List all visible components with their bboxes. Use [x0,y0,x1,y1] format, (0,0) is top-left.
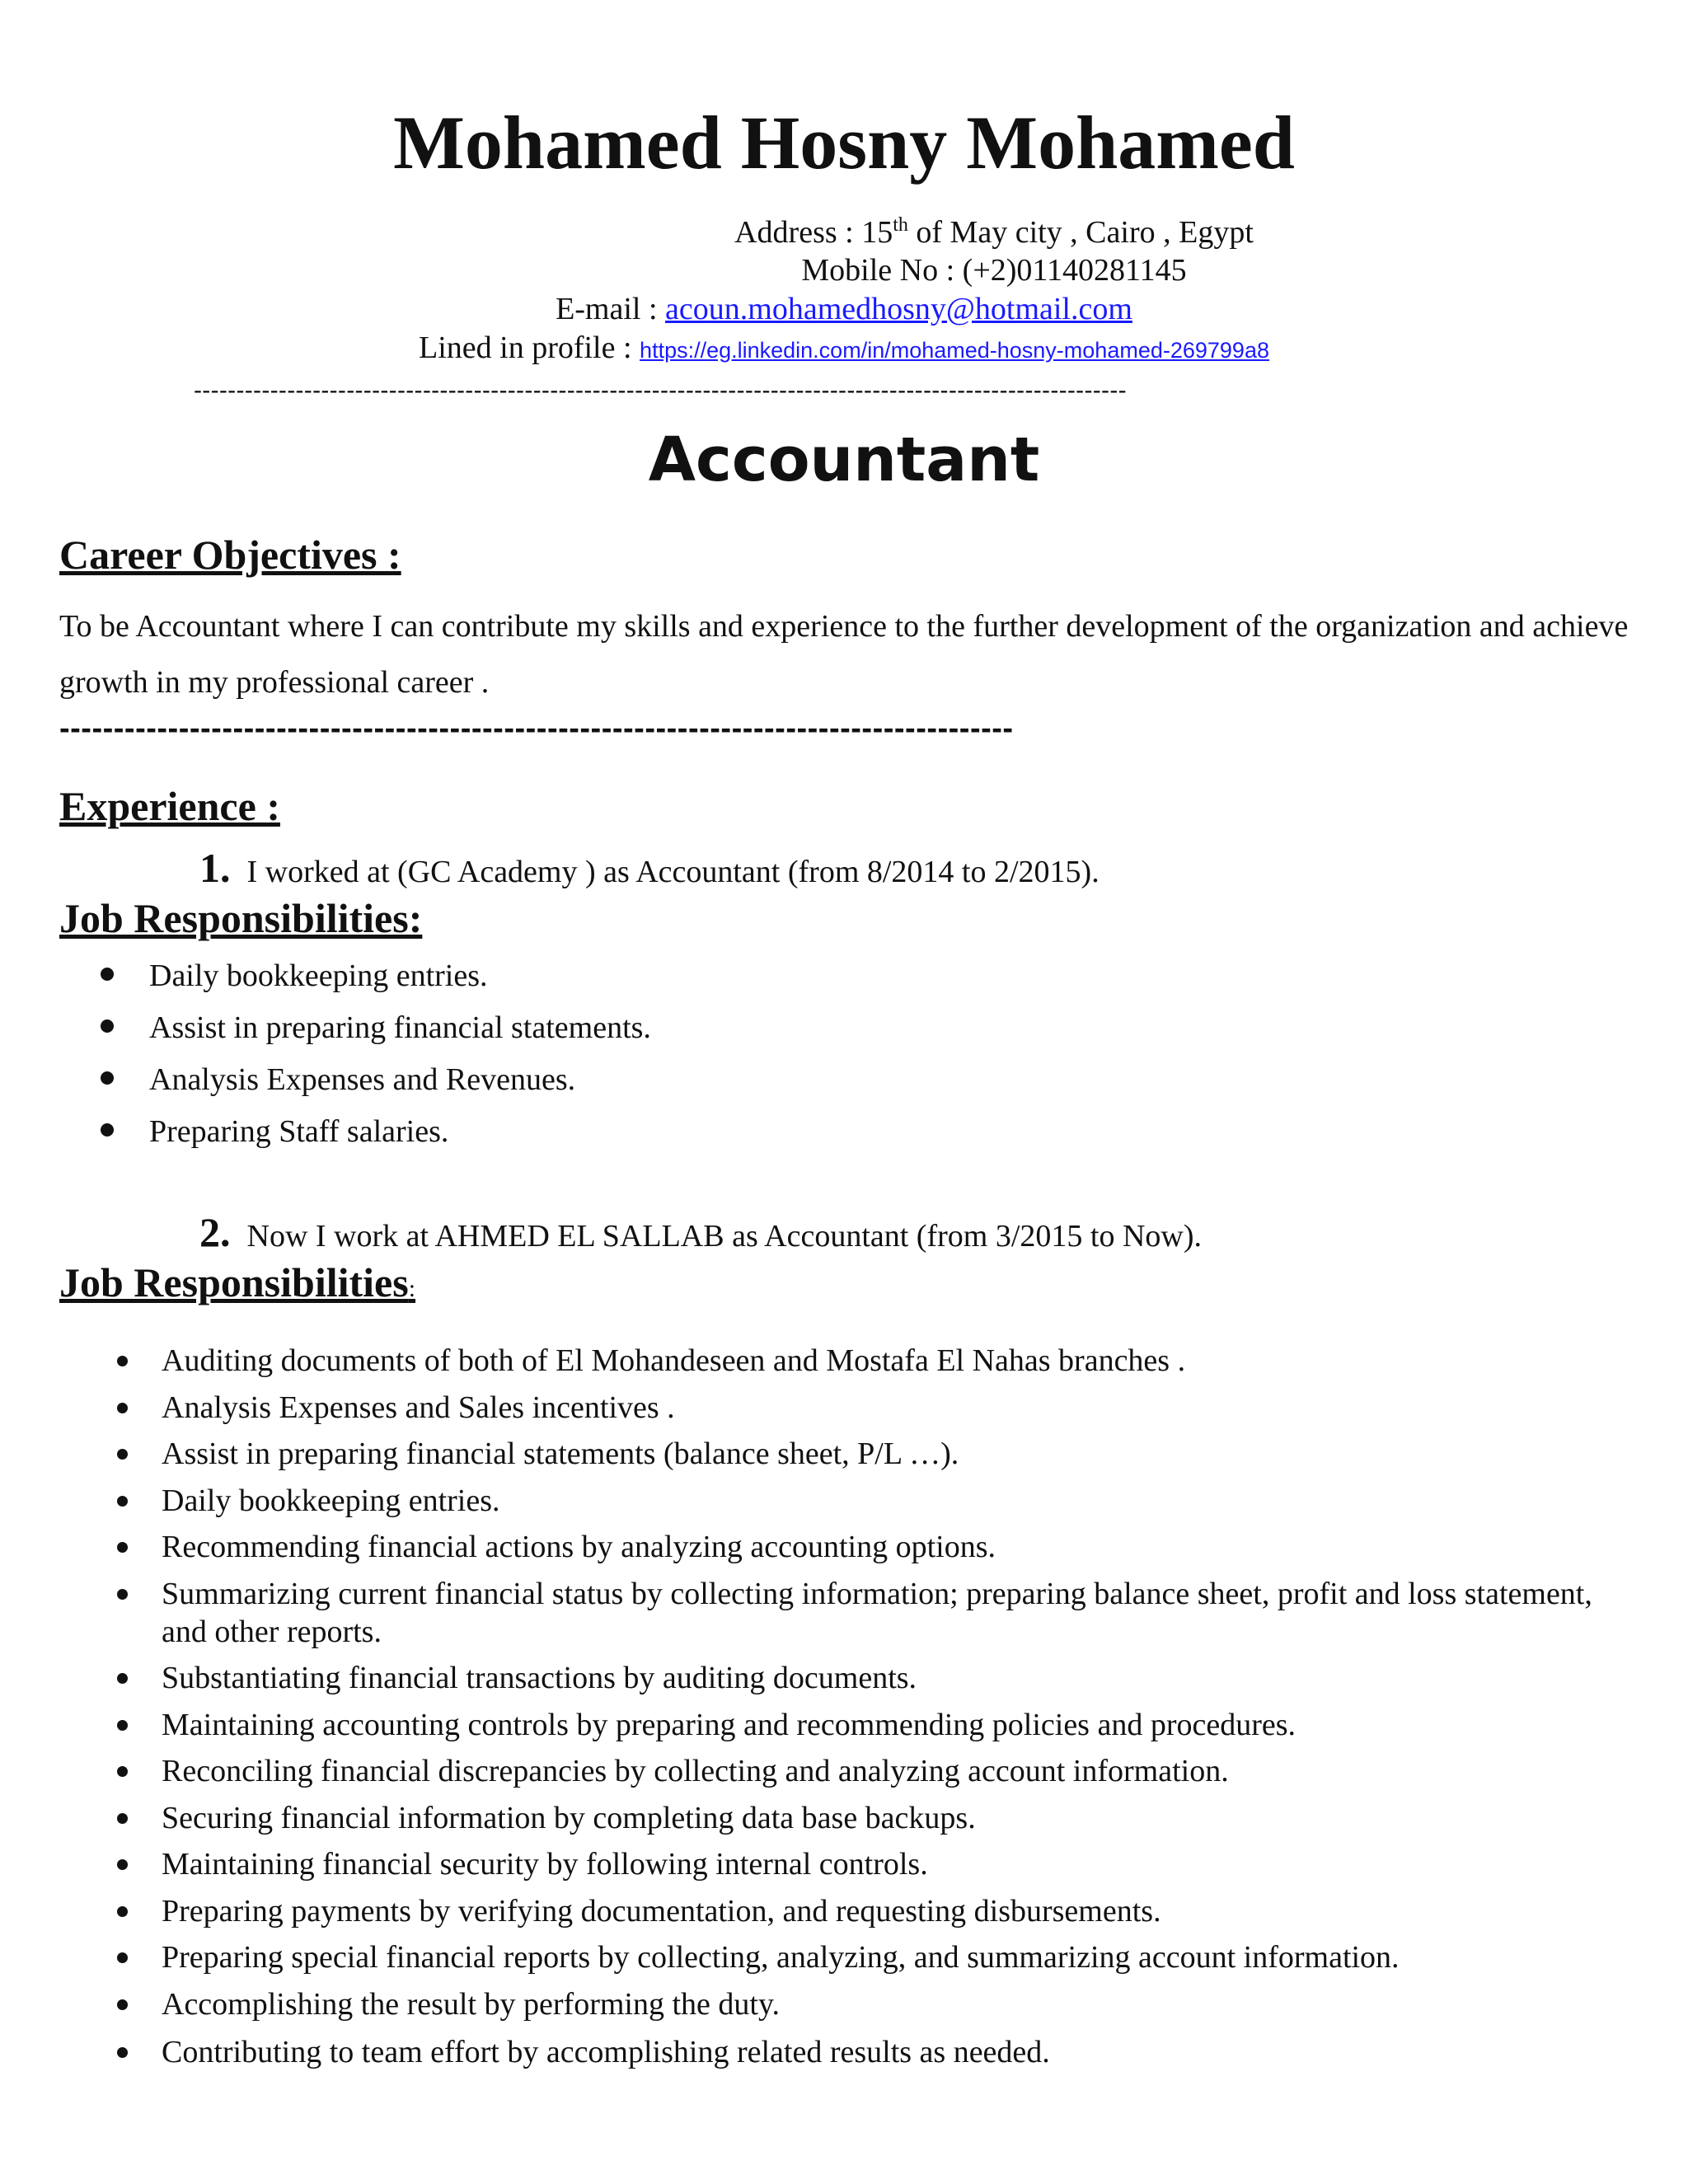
list-item: Summarizing current financial status by collecting information; preparing balance sheet, profit and loss statement, and other reports. [0,1575,1688,1651]
list-item: Analysis Expenses and Sales incentives . [0,1389,1688,1427]
bullet-icon [117,1589,128,1600]
bullet-icon [117,1720,128,1731]
bullet-icon [117,2047,128,2058]
job-2-responsibilities-heading: Job Responsibilities: [59,1259,416,1305]
bullet-icon [117,1673,128,1684]
list-item: Recommending financial actions by analyzing accounting options. [0,1528,1688,1566]
bullet-icon [101,1071,114,1085]
header-separator: -------------------------------------------------------------------------------------------------------------- [194,377,1127,404]
address-line: Address : 15th of May city , Cairo , Egypt [734,214,1254,250]
bullet-icon [117,1952,128,1963]
job-1-responsibilities-list [0,953,651,1160]
career-separator: ---------------------------------------------------------------------------------------- [59,711,1014,746]
email-line [0,290,1688,328]
list-item: Daily bookkeeping entries. [0,953,651,1005]
bullet-icon [117,1813,128,1824]
job-1-line [199,845,1100,895]
job-2-responsibilities-list [0,1342,1688,2079]
job-2-text: Now I work at AHMED EL SALLAB as Accountant (from 3/2015 to Now). [246,1219,1202,1254]
job-1-number: 1. [199,845,231,891]
list-item: Substantiating financial transactions by auditing documents. [0,1659,1688,1697]
career-objectives-text: To be Accountant where I can contribute my skills and experience to the further development of the organization and achieve growth in my professional career . [59,609,1629,700]
bullet-icon [117,1542,128,1553]
candidate-name: Mohamed Hosny Mohamed [393,101,1295,185]
list-item: Preparing payments by verifying documentation, and requesting disbursements. [0,1892,1688,1930]
list-item: Daily bookkeeping entries. [0,1482,1688,1520]
email-link[interactable]: acoun.mohamedhosny@hotmail.com [665,292,1132,326]
bullet-icon [101,1019,114,1033]
bullet-icon [101,1123,114,1137]
career-objectives-heading: Career Objectives : [59,532,401,578]
job-2-number: 2. [199,1209,231,1255]
list-item: Maintaining financial security by following internal controls. [0,1845,1688,1883]
bullet-icon [117,1496,128,1507]
list-item: Securing financial information by completing data base backups. [0,1799,1688,1837]
bullet-icon [117,1403,128,1413]
list-item: Accomplishing the result by performing the duty. [0,1985,1688,2023]
list-item: Auditing documents of both of El Mohandeseen and Mostafa El Nahas branches . [0,1342,1688,1380]
bullet-icon [117,1906,128,1917]
bullet-icon [117,1766,128,1777]
list-item: Reconciling financial discrepancies by collecting and analyzing account information. [0,1752,1688,1790]
list-item: Assist in preparing financial statements (balance sheet, P/L …). [0,1435,1688,1473]
mobile-line: Mobile No : (+2)01140281145 [801,253,1187,288]
list-item: Assist in preparing financial statements. [0,1005,651,1057]
experience-heading: Experience : [59,783,280,829]
job-2-line [199,1209,1202,1259]
role-title: Accountant [648,424,1040,495]
list-item: Maintaining accounting controls by preparing and recommending policies and procedures. [0,1706,1688,1744]
linkedin-label: Lined in profile : [419,330,640,365]
list-item: Analysis Expenses and Revenues. [0,1057,651,1108]
bullet-icon [101,968,114,981]
bullet-icon [117,1356,128,1366]
job-1-text: I worked at (GC Academy ) as Accountant (from 8/2014 to 2/2015). [246,855,1100,889]
list-item: Preparing Staff salaries. [0,1108,651,1160]
job-1-responsibilities-heading: Job Responsibilities: [59,895,423,941]
list-item: Preparing special financial reports by collecting, analyzing, and summarizing account information. [0,1938,1688,1976]
bullet-icon [117,1449,128,1460]
email-label: E-mail : [556,292,666,326]
linkedin-link[interactable]: https://eg.linkedin.com/in/mohamed-hosny-mohamed-269799a8 [640,338,1269,363]
bullet-icon [117,1859,128,1870]
list-item: Contributing to team effort by accomplishing related results as needed. [0,2033,1688,2071]
linkedin-line [0,329,1688,369]
bullet-icon [117,1999,128,2010]
